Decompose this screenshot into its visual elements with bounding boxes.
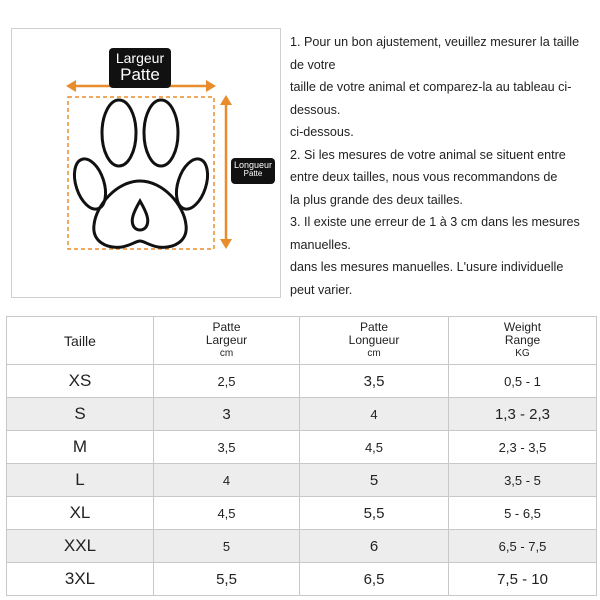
instruction-line: ci-dessous. [290,125,354,139]
cell-length: 6,5 [300,563,449,596]
width-label-tag [109,48,171,88]
cell-length: 4 [300,398,449,431]
measurement-box [68,97,214,249]
cell-size: L [7,464,154,497]
length-label-line1: Longueur [233,160,273,170]
header-weight-unit: KG [515,348,530,359]
cell-width: 3 [154,398,300,431]
cell-length: 5,5 [300,497,449,530]
header-weight-line1: Weight [503,320,542,334]
header-paw-width [154,317,300,365]
cell-width: 5,5 [154,563,300,596]
instruction-line: entre deux tailles, nous vous recommandons de [290,170,558,184]
table-row [7,464,597,497]
header-paw-length [300,317,449,365]
header-length-line2: Longueur [348,333,400,347]
cell-length: 4,5 [300,431,449,464]
table-row [7,563,597,596]
length-label-tag [231,158,275,184]
size-chart-table [6,316,597,596]
instruction-line: peut varier. [290,282,353,297]
cell-length: 5 [300,464,449,497]
instruction-line: 3. Il existe une erreur de 1 à 3 cm dans les mesures [290,215,580,229]
header-width-line1: Patte [212,320,241,334]
cell-length: 3,5 [300,365,449,398]
cell-weight: 3,5 - 5 [449,464,597,497]
width-label-line2: Patte [120,64,160,84]
table-row [7,497,597,530]
cell-weight: 1,3 - 2,3 [449,398,597,431]
table-row [7,530,597,563]
measurement-instructions [290,31,595,301]
cell-weight: 2,3 - 3,5 [449,431,597,464]
table-row [7,398,597,431]
cell-size: XXL [7,530,154,563]
header-size: Taille [7,317,154,365]
header-width-line2: Largeur [205,333,248,347]
cell-size: S [7,398,154,431]
cell-weight: 5 - 6,5 [449,497,597,530]
table-row [7,431,597,464]
length-label-line2: Patte [243,169,263,179]
instruction-line: taille de votre animal et comparez-la au tableau ci- [290,80,572,94]
instruction-line: la plus grande des deux tailles. [290,192,463,207]
header-width-unit: cm [219,348,234,359]
cell-size: M [7,431,154,464]
width-label-line1: Largeur [115,50,165,66]
cell-width: 3,5 [154,431,300,464]
header-length-line1: Patte [359,320,389,334]
paw-icon [69,100,214,247]
instruction-line: de votre [290,57,336,72]
cell-width: 4 [154,464,300,497]
instruction-line: 1. Pour un bon ajustement, veuillez mesurer la taille [290,35,580,49]
cell-size: 3XL [7,563,154,596]
header-length-unit: cm [367,348,381,359]
cell-weight: 0,5 - 1 [449,365,597,398]
cell-length: 6 [300,530,449,563]
instruction-line: dessous. [290,102,341,117]
cell-width: 5 [154,530,300,563]
cell-weight: 7,5 - 10 [449,563,597,596]
cell-size: XL [7,497,154,530]
instruction-line: manuelles. [290,237,351,252]
paw-diagram [11,28,281,298]
cell-width: 2,5 [154,365,300,398]
cell-size: XS [7,365,154,398]
header-weight-range [449,317,597,365]
header-weight-line2: Range [504,333,541,347]
instruction-line: dans les mesures manuelles. L'usure individuelle [290,260,564,274]
table-row [7,365,597,398]
cell-width: 4,5 [154,497,300,530]
instruction-line: 2. Si les mesures de votre animal se situent entre [290,147,566,162]
cell-weight: 6,5 - 7,5 [449,530,597,563]
table-header-row [7,317,597,365]
